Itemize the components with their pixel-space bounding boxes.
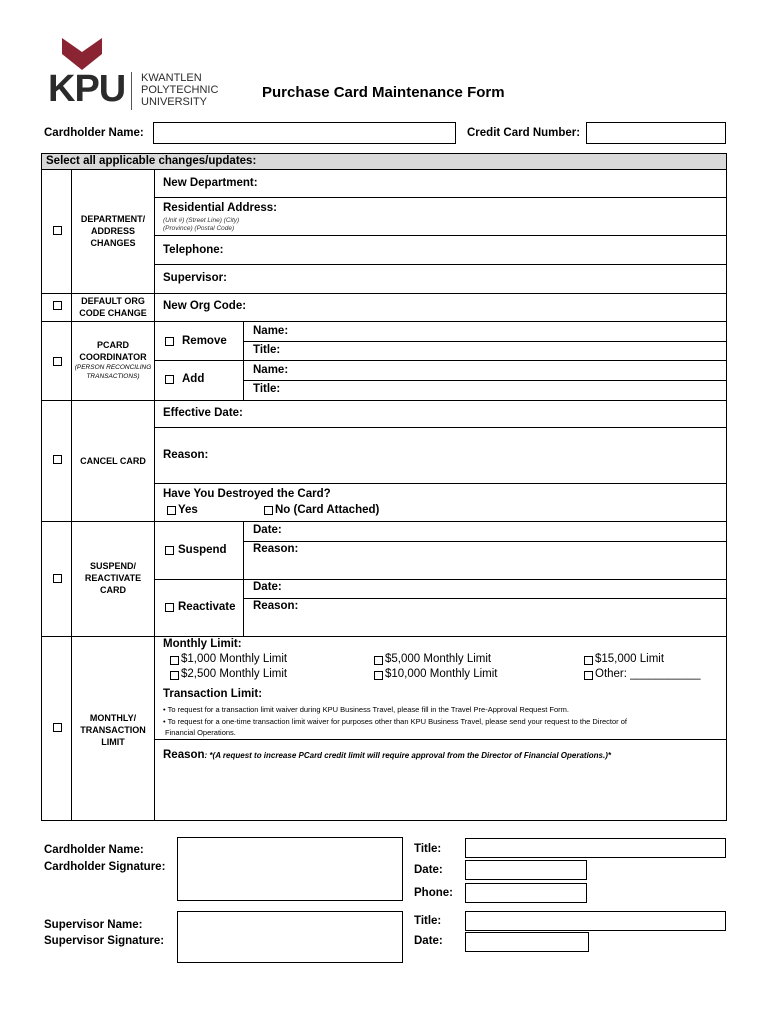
limit-other-checkbox[interactable] <box>584 671 593 680</box>
reactivate-date-label: Date: <box>253 581 282 593</box>
credit-card-input[interactable] <box>586 122 726 144</box>
limit-10000-label: $10,000 Monthly Limit <box>385 668 498 680</box>
logo-line1: KWANTLEN <box>141 72 202 84</box>
limit-2500-checkbox[interactable] <box>170 671 179 680</box>
dept-category: DEPARTMENT/ ADDRESS CHANGES <box>80 214 146 248</box>
logo-line2: POLYTECHNIC <box>141 84 219 96</box>
section-header-text: Select all applicable changes/updates: <box>46 155 257 167</box>
footer-date2-label: Date: <box>414 935 443 947</box>
footer-title-input[interactable] <box>465 838 726 858</box>
suspend-option-label: Suspend <box>178 544 227 556</box>
suspend-option-checkbox[interactable] <box>165 546 174 555</box>
effective-date-label: Effective Date: <box>163 407 243 419</box>
footer-phone-label: Phone: <box>414 887 453 899</box>
monthly-reason-line <box>163 745 611 763</box>
add-checkbox[interactable] <box>165 375 174 384</box>
remove-title-label: Title: <box>253 344 281 356</box>
destroyed-yes-label: Yes <box>178 504 198 516</box>
form-title: Purchase Card Maintenance Form <box>262 84 505 101</box>
footer-date-input[interactable] <box>465 860 587 880</box>
footer-supervisor-signature-label: Supervisor Signature: <box>44 935 165 947</box>
kpu-abbr: KPU <box>48 68 126 110</box>
dept-checkbox[interactable] <box>53 226 62 235</box>
suspend-reason-label: Reason: <box>253 543 299 555</box>
org-category: DEFAULT ORG CODE CHANGE <box>79 296 147 318</box>
cardholder-name-label: Cardholder Name: <box>44 127 144 139</box>
destroyed-no-checkbox[interactable] <box>264 506 273 515</box>
new-org-code-label: New Org Code: <box>163 300 247 312</box>
address-hint-1: (Unit #) (Street Line) (City) <box>163 217 240 224</box>
cancel-category: CANCEL CARD <box>80 456 146 466</box>
pcard-category: PCARD COORDINATOR (PERSON RECONCILING TRANSACTIONS) <box>74 340 152 380</box>
cancel-checkbox[interactable] <box>53 455 62 464</box>
footer-date2-input[interactable] <box>465 932 589 952</box>
address-hint-2: (Province) (Postal Code) <box>163 225 235 232</box>
reactivate-option-checkbox[interactable] <box>165 603 174 612</box>
org-checkbox[interactable] <box>53 301 62 310</box>
kpu-chevron-icon <box>62 38 102 72</box>
logo-line3: UNIVERSITY <box>141 96 208 108</box>
footer-title2-label: Title: <box>414 915 442 927</box>
destroyed-yes-checkbox[interactable] <box>167 506 176 515</box>
section-header <box>41 153 727 170</box>
kpu-logo <box>48 38 228 110</box>
limit-15000-label: $15,000 Limit <box>595 653 665 665</box>
suspend-checkbox[interactable] <box>53 574 62 583</box>
limit-1000-checkbox[interactable] <box>170 656 179 665</box>
reactivate-option-label: Reactivate <box>178 601 236 613</box>
add-title-label: Title: <box>253 383 281 395</box>
limit-5000-checkbox[interactable] <box>374 656 383 665</box>
transaction-limit-label: Transaction Limit: <box>163 688 263 700</box>
reactivate-reason-label: Reason: <box>253 600 299 612</box>
footer-supervisor-box[interactable] <box>177 911 403 963</box>
transaction-bullet-2b: Financial Operations. <box>165 728 236 737</box>
footer-cardholder-signature-label: Cardholder Signature: <box>44 861 166 873</box>
monthly-reason-label: Reason <box>163 749 205 761</box>
supervisor-label: Supervisor: <box>163 272 227 284</box>
cancel-reason-label: Reason: <box>163 449 209 461</box>
footer-date-label: Date: <box>414 864 443 876</box>
destroyed-no-label: No (Card Attached) <box>275 504 380 516</box>
transaction-bullet-1: • To request for a transaction limit waiver during KPU Business Travel, please fill in the Travel Pre-Approval Request Form. <box>163 705 569 714</box>
monthly-reason-note: : *(A request to increase PCard credit limit will require approval from the Director of Financial Operations.)* <box>204 751 612 760</box>
footer-cardholder-name-label: Cardholder Name: <box>44 844 144 856</box>
monthly-limit-label: Monthly Limit: <box>163 638 242 650</box>
new-department-label: New Department: <box>163 177 258 189</box>
remove-name-label: Name: <box>253 325 289 337</box>
add-name-label: Name: <box>253 364 289 376</box>
footer-supervisor-name-label: Supervisor Name: <box>44 919 143 931</box>
monthly-checkbox[interactable] <box>53 723 62 732</box>
limit-1000-label: $1,000 Monthly Limit <box>181 653 288 665</box>
footer-phone-input[interactable] <box>465 883 587 903</box>
limit-2500-label: $2,500 Monthly Limit <box>181 668 288 680</box>
cardholder-name-input[interactable] <box>153 122 456 144</box>
destroyed-question: Have You Destroyed the Card? <box>163 488 331 500</box>
credit-card-label: Credit Card Number: <box>467 127 581 139</box>
remove-label: Remove <box>182 335 227 347</box>
telephone-label: Telephone: <box>163 244 224 256</box>
residential-address-label: Residential Address: <box>163 202 277 214</box>
monthly-category: MONTHLY/ TRANSACTION LIMIT <box>80 713 146 747</box>
limit-other-label: Other: ___________ <box>595 668 701 680</box>
pcard-checkbox[interactable] <box>53 357 62 366</box>
footer-cardholder-box[interactable] <box>177 837 403 901</box>
limit-10000-checkbox[interactable] <box>374 671 383 680</box>
transaction-bullet-2a: • To request for a one-time transaction limit waiver for purposes other than KPU Business Travel, please send your request to the Director of <box>163 717 627 726</box>
suspend-date-label: Date: <box>253 524 282 536</box>
add-label: Add <box>182 373 205 385</box>
footer-title-label: Title: <box>414 843 442 855</box>
footer-title2-input[interactable] <box>465 911 726 931</box>
remove-checkbox[interactable] <box>165 337 174 346</box>
limit-15000-checkbox[interactable] <box>584 656 593 665</box>
suspend-category: SUSPEND/ REACTIVATE CARD <box>84 561 142 595</box>
limit-5000-label: $5,000 Monthly Limit <box>385 653 492 665</box>
